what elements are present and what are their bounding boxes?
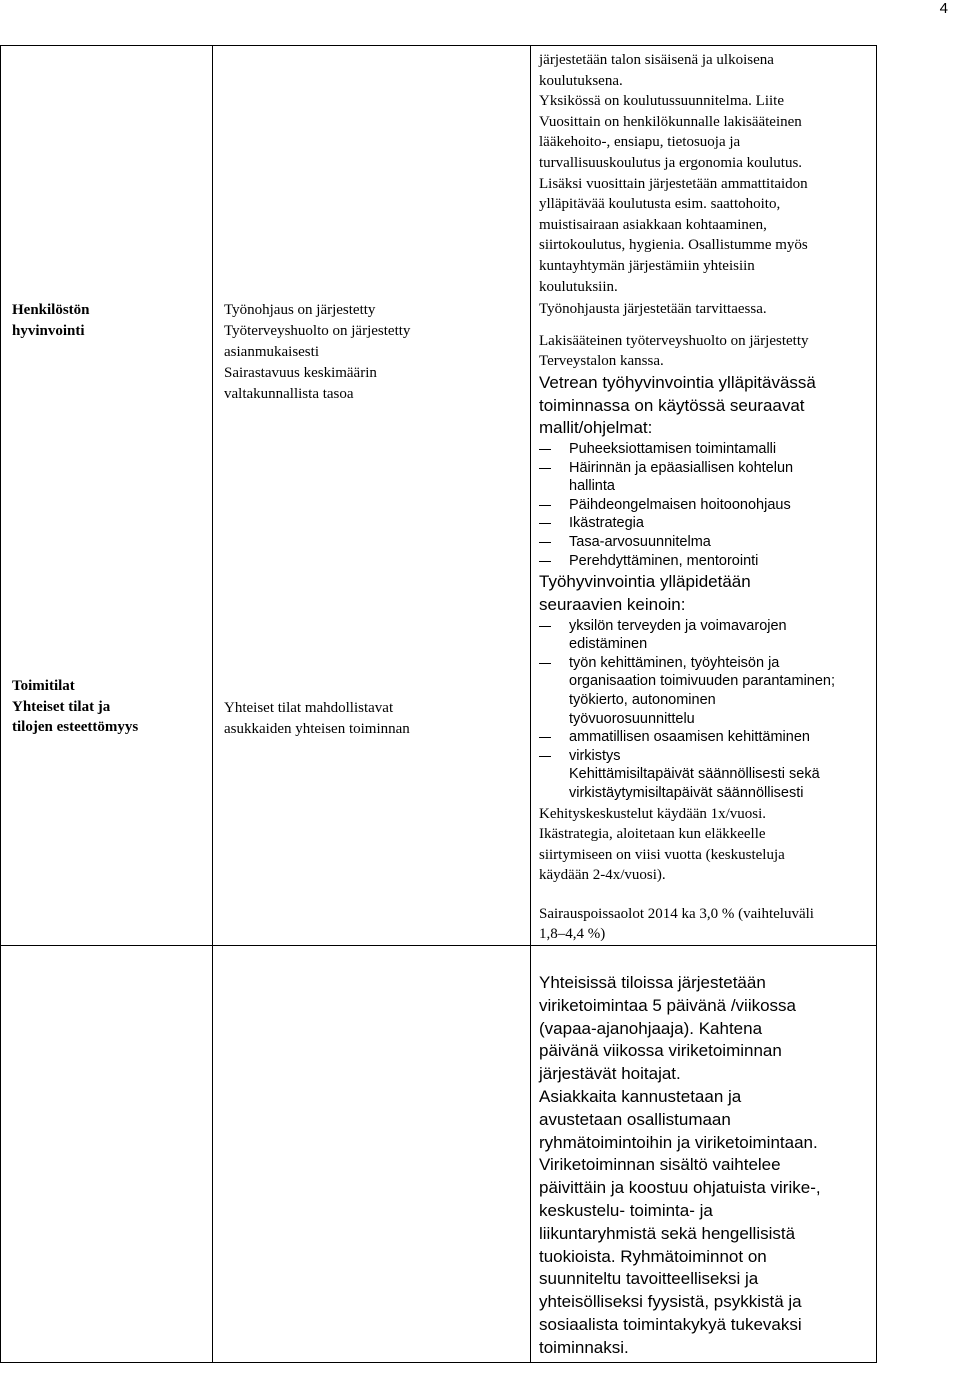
text-line: Työhyvinvointia ylläpidetään xyxy=(539,572,751,592)
heading-line: Toimitilat xyxy=(12,678,75,695)
text-line: yhteisölliseksi fyysistä, psykkistä ja xyxy=(539,1292,802,1312)
health-care-paragraph xyxy=(539,331,872,372)
wellbeing-means-list xyxy=(539,617,872,803)
text-line: Viriketoiminnan sisältö vaihtelee xyxy=(539,1155,781,1175)
criteria-line: Sairastavuus keskimäärin xyxy=(224,365,377,381)
list-item xyxy=(539,747,872,803)
activity-paragraph xyxy=(539,946,872,1360)
text-line: mallit/ohjelmat: xyxy=(539,418,653,438)
row-heading xyxy=(12,46,206,341)
text-line: Terveystalon kanssa. xyxy=(539,353,664,370)
text-line: Tasa-arvosuunnitelma xyxy=(569,533,711,550)
text-line: Lisäksi vuosittain järjestetään ammattitaidon xyxy=(539,175,808,192)
text-line: Päihdeongelmaisen hoitoonohjaus xyxy=(569,496,791,513)
text-line: käydään 2-4x/vuosi). xyxy=(539,867,666,884)
text-line: kuntayhtymän järjestämiin yhteisiin xyxy=(539,257,755,274)
list-item xyxy=(539,533,872,552)
text-line: siirtokoulutus, hygienia. Osallistumme myös xyxy=(539,237,808,254)
row-heading-cell xyxy=(1,46,213,946)
text-line: muistisairaan asiakkaan kohtaaminen, xyxy=(539,216,767,233)
criteria-text xyxy=(224,698,524,739)
heading-line: hyvinvointi xyxy=(12,322,85,339)
quality-table xyxy=(0,45,877,1363)
text-line: 1,8–4,4 %) xyxy=(539,926,606,943)
text-line: Vuosittain on henkilökunnalle lakisääteinen xyxy=(539,113,802,130)
text-line: ammatillisen osaamisen kehittäminen xyxy=(569,729,810,746)
criteria-line: valtakunnallista tasoa xyxy=(224,386,354,402)
text-line: Puheeksiottamisen toimintamalli xyxy=(569,441,777,458)
text-line: seuraavien keinoin: xyxy=(539,594,686,614)
text-line: ryhmätoimintoihin ja viriketoimintaan. xyxy=(539,1132,818,1152)
text-line: työvuorosuunnittelu xyxy=(569,710,695,727)
text-line: viriketoimintaa 5 päivänä /viikossa xyxy=(539,995,797,1015)
row-heading xyxy=(12,676,206,738)
heading-line: Yhteiset tilat ja xyxy=(12,698,111,715)
text-line: tuokioista. Ryhmätoiminnot on xyxy=(539,1246,767,1266)
text-line: Ikästrategia xyxy=(569,515,644,532)
criteria-cell xyxy=(213,46,531,946)
text-line: koulutuksiin. xyxy=(539,278,618,295)
list-item xyxy=(539,654,872,728)
text-line: avustetaan osallistumaan xyxy=(539,1109,731,1129)
text-line: Kehittämisiltapäivät säännöllisesti sekä xyxy=(569,766,820,783)
list-item xyxy=(539,728,872,747)
text-line: Asiakkaita kannustetaan ja xyxy=(539,1087,742,1107)
criteria-text xyxy=(224,46,524,405)
list-item xyxy=(539,459,872,496)
text-line: toiminnassa on käytössä seuraavat xyxy=(539,395,805,415)
table-row-facilities xyxy=(1,946,877,1363)
text-line: Yksikössä on koulutussuunnitelma. Liite xyxy=(539,93,784,110)
criteria-line: Työterveyshuolto on järjestetty xyxy=(224,323,411,339)
text-line: liikuntaryhmistä sekä hengellisistä xyxy=(539,1223,796,1243)
text-line: järjestävät hoitajat. xyxy=(539,1064,681,1084)
text-line: (vapaa-ajanohjaaja). Kahtena xyxy=(539,1018,763,1038)
table-row-staff-wellbeing xyxy=(1,46,877,946)
text-line: Sairauspoissaolot 2014 ka 3,0 % (vaihteluväli xyxy=(539,905,814,922)
criteria-line: Yhteiset tilat mahdollistavat xyxy=(224,700,394,717)
text-line: työkierto, autonominen xyxy=(569,691,716,708)
text-line: virkistäytymisiltapäivät säännöllisesti xyxy=(569,784,804,801)
sick-leave-text xyxy=(539,904,872,945)
text-line: koulutuksena. xyxy=(539,72,623,89)
list-item xyxy=(539,496,872,515)
row-heading-cell xyxy=(1,678,213,1363)
list-item xyxy=(539,514,872,533)
text-line: keskustelu- toiminta- ja xyxy=(539,1201,713,1221)
text-line: virkistys xyxy=(569,747,621,764)
text-line: hallinta xyxy=(569,478,615,495)
text-line: Vetrean työhyvinvointia ylläpitävässä xyxy=(539,372,816,392)
text-line: päivänä viikossa viriketoiminnan xyxy=(539,1041,782,1061)
heading-line: tilojen esteettömyys xyxy=(12,719,139,736)
text-line: suunniteltu tavoitteelliseksi ja xyxy=(539,1269,759,1289)
models-intro xyxy=(539,372,872,440)
criteria-line: Työnohjaus on järjestetty xyxy=(224,302,376,318)
text-line: turvallisuuskoulutus ja ergonomia koulutus. xyxy=(539,154,803,171)
list-item xyxy=(539,440,872,459)
criteria-line: asianmukaisesti xyxy=(224,344,319,360)
criteria-cell xyxy=(213,700,531,1363)
text-line: päivittäin ja koostuu ohjatuista virike-, xyxy=(539,1178,821,1198)
text-line: Yhteisissä tiloissa järjestetään xyxy=(539,973,766,993)
description-cell xyxy=(531,46,877,946)
description-cell xyxy=(531,946,877,1363)
text-line: yksilön terveyden ja voimavarojen xyxy=(569,617,787,634)
text-line: ylläpitävää koulutusta esim. saattohoito, xyxy=(539,196,781,213)
text-line: edistäminen xyxy=(569,636,648,653)
text-line: Häirinnän ja epäasiallisen kohtelun xyxy=(569,459,794,476)
list-item xyxy=(539,552,872,571)
text-line: sosiaalista toimintakykyä tukevaksi xyxy=(539,1315,802,1335)
list-item xyxy=(539,617,872,654)
training-paragraph xyxy=(539,46,872,297)
text-line: Lakisääteinen työterveyshuolto on järjestetty xyxy=(539,332,809,349)
text-line: Perehdyttäminen, mentorointi xyxy=(569,552,759,569)
models-list xyxy=(539,440,872,570)
text-line: työn kehittäminen, työyhteisön ja xyxy=(569,654,780,671)
wellbeing-intro xyxy=(539,571,872,616)
text-line: organisaation toimivuuden parantaminen; xyxy=(569,673,836,690)
closing-paragraph xyxy=(539,804,872,886)
criteria-line: asukkaiden yhteisen toiminnan xyxy=(224,720,410,737)
text-line: Ikästrategia, aloitetaan kun eläkkeelle xyxy=(539,826,766,843)
text-line: lääkehoito-, ensiapu, tietosuoja ja xyxy=(539,134,741,151)
text-line: toiminnaksi. xyxy=(539,1337,629,1357)
supervision-text: Työnohjausta järjestetään tarvittaessa. xyxy=(539,301,767,318)
heading-line: Henkilöstön xyxy=(12,302,90,318)
text-line: järjestetään talon sisäisenä ja ulkoisena xyxy=(539,52,774,68)
page-number: 4 xyxy=(939,0,948,17)
text-line: siirtymiseen on viisi vuotta (keskusteluja xyxy=(539,846,785,863)
text-line: Kehityskeskustelut käydään 1x/vuosi. xyxy=(539,805,767,822)
